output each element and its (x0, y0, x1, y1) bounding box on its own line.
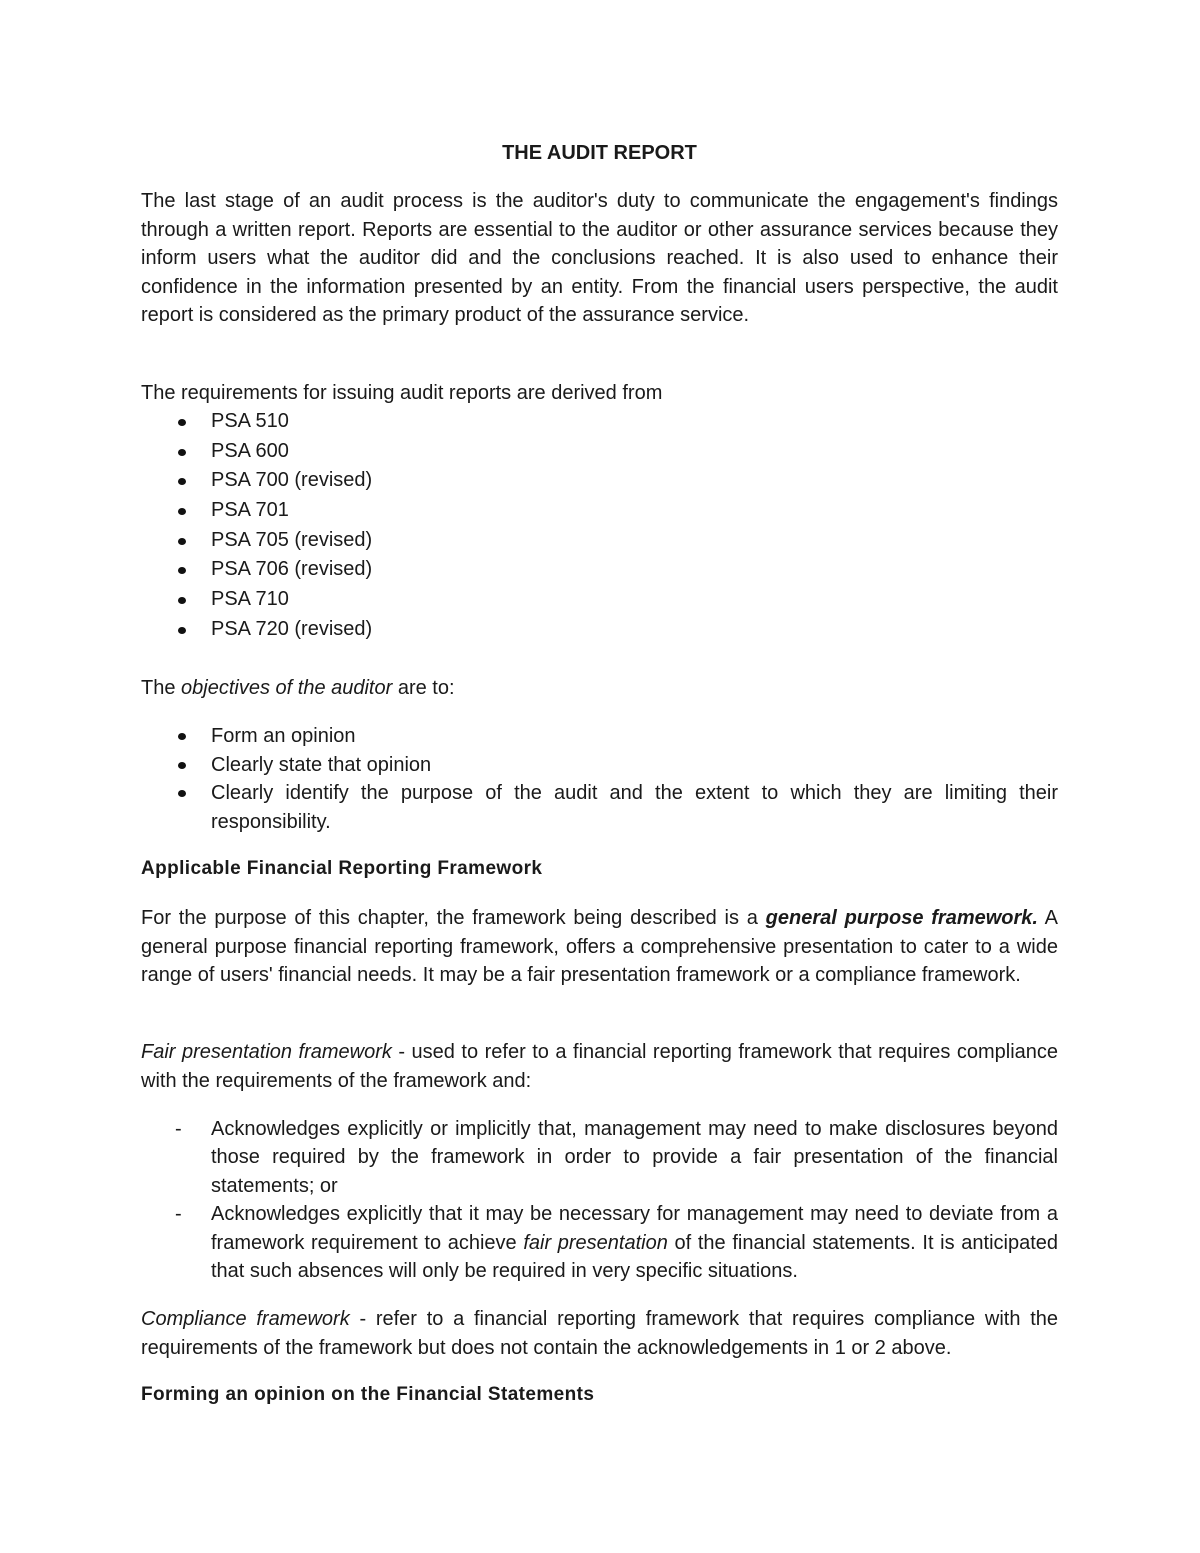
list-item: Clearly identify the purpose of the audit and the extent to which they are limiting their responsibility. (141, 779, 1058, 836)
list-item: Form an opinion (141, 722, 1058, 751)
bullet-icon (178, 567, 186, 574)
list-item: Clearly state that opinion (141, 751, 1058, 780)
compliance-paragraph: Compliance framework - refer to a financial reporting framework that requires compliance with the requirements of the framework but does not contain the acknowledgements in 1 or 2 above. (141, 1308, 1059, 1359)
list-item: PSA 720 (revised) (141, 615, 1058, 645)
fair-presentation-paragraph: Fair presentation framework - used to refer to a financial reporting framework that requires compliance with the requirements of the framework and: (141, 1041, 1059, 1092)
list-item: - Acknowledges explicitly that it may be necessary for management may need to deviate from a framework requirement to achieve fair presentation of the financial statements. It is anticipated that such absences will only be required in very specific situations. (141, 1200, 1058, 1285)
requirements-list (141, 407, 1058, 645)
bullet-icon (178, 762, 186, 769)
bullet-icon (178, 597, 186, 604)
intro-paragraph: The last stage of an audit process is the auditor's duty to communicate the engagement's findings through a written report. Reports are essential to the auditor or other assurance services because they inform users what the auditor did and the conclusions reached. It is also used to enhance their confidence in the information presented by an entity. From the financial users perspective, the audit report is considered as the primary product of the assurance service. (141, 190, 1058, 327)
list-item: PSA 705 (revised) (141, 526, 1058, 556)
section-heading-framework: Applicable Financial Reporting Framework (141, 858, 543, 879)
dash-icon: - (175, 1203, 182, 1226)
bullet-icon (178, 627, 186, 634)
list-item: PSA 710 (141, 585, 1058, 615)
bullet-icon (178, 419, 186, 426)
bullet-icon (178, 478, 186, 485)
list-item: - Acknowledges explicitly or implicitly that, management may need to make disclosures beyond those required by the framework in order to provide a fair presentation of the financial statements; or (141, 1115, 1058, 1200)
bullet-icon (178, 733, 186, 740)
document-title: THE AUDIT REPORT (502, 142, 697, 164)
requirements-intro: The requirements for issuing audit reports are derived from (141, 382, 663, 404)
bullet-icon (178, 790, 186, 797)
list-item: PSA 700 (revised) (141, 466, 1058, 496)
list-item: PSA 701 (141, 496, 1058, 526)
bullet-icon (178, 508, 186, 515)
list-item: PSA 706 (revised) (141, 555, 1058, 585)
list-item: PSA 510 (141, 407, 1058, 437)
bullet-icon (178, 449, 186, 456)
objectives-intro: The objectives of the auditor are to: (141, 677, 455, 699)
framework-paragraph: For the purpose of this chapter, the framework being described is a general purpose framework. A general purpose financial reporting framework, offers a comprehensive presentation to cater to a wide range of users' financial needs. It may be a fair presentation framework or a compliance framework. (141, 907, 1058, 987)
list-item: PSA 600 (141, 437, 1058, 467)
bullet-icon (178, 538, 186, 545)
objectives-list (141, 722, 1058, 836)
fair-presentation-list (141, 1115, 1058, 1285)
section-heading-opinion: Forming an opinion on the Financial Statements (141, 1384, 595, 1405)
dash-icon: - (175, 1118, 182, 1140)
